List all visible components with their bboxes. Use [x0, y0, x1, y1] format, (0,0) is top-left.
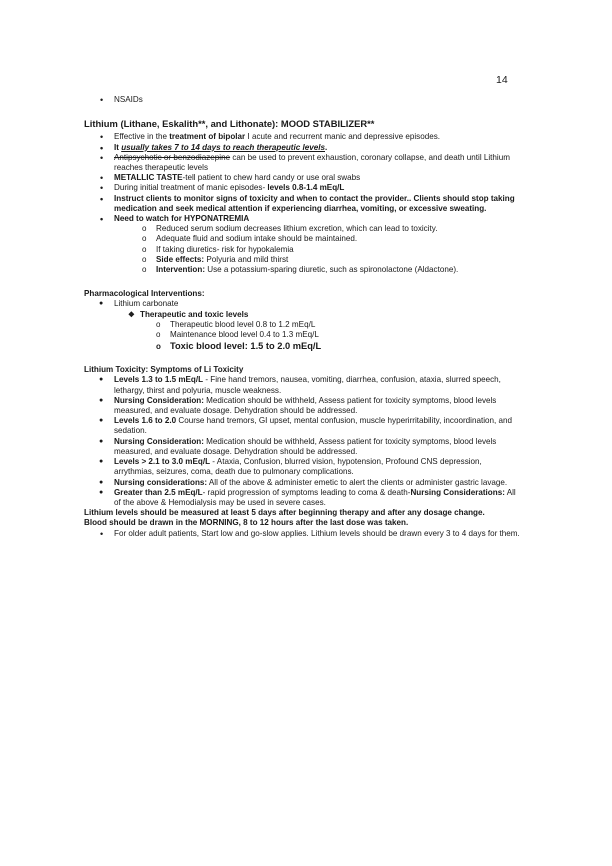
text: - Ataxia, Confusion, blurred vision, hypotension, Profound CNS depression, arrythmias, seizures, coma, death due to pulmonary complications.	[114, 457, 482, 477]
sub-list-item: o Therapeutic blood level 0.8 to 1.2 mEq/L	[84, 320, 524, 330]
hyponatremia-sublist	[84, 224, 524, 275]
text: can be used to prevent exhaustion, coronary collapse, and death until Lithium reaches therapeutic levels	[114, 152, 510, 173]
closing-line-1: Lithium levels should be measured at least 5 days after beginning therapy and after any dosage change.	[84, 508, 485, 518]
text: Polyuria and mild thirst	[204, 254, 289, 264]
list-item	[84, 396, 524, 416]
underlined-text: usually takes 7 to 14 days to reach therapeutic levels	[121, 142, 325, 152]
text: All of the above & administer emetic to alert the clients or administer gastric lavage.	[207, 477, 508, 487]
text: Use a potassium-sparing diuretic, such as spironolactone (Aldactone).	[205, 265, 459, 275]
list-item	[84, 478, 524, 488]
bold-text: Levels > 2.1 to 3.0 mEq/L	[114, 457, 211, 467]
levels-subhead: ❖ Therapeutic and toxic levels	[84, 310, 524, 320]
bold-text: levels 0.8-1.4 mEq/L	[267, 183, 345, 193]
list-item	[84, 457, 524, 477]
list-item: • Need to watch for HYPONATREMIA	[84, 214, 524, 224]
list-item	[84, 132, 524, 142]
toxicity-title: Lithium Toxicity: Symptoms of Li Toxicity	[84, 365, 244, 375]
list-item: • NSAIDs	[84, 95, 524, 105]
sub-list-item: o Reduced serum sodium decreases lithium excretion, which can lead to toxicity.	[84, 224, 524, 234]
bold-text: Nursing Considerations:	[410, 487, 505, 497]
page-number: 14	[496, 74, 508, 86]
text: It	[114, 142, 122, 152]
bold-text: Intervention:	[156, 265, 206, 275]
bold-text: Side effects:	[156, 254, 205, 264]
text: All of the above & Hemodialysis may be used in severe cases.	[114, 487, 516, 507]
list-item	[84, 375, 524, 395]
list-item	[84, 173, 524, 183]
sub-list-item: o Toxic blood level: 1.5 to 2.0 mEq/L	[84, 340, 524, 353]
text: .	[325, 142, 328, 152]
bold-text: Levels 1.3 to 1.5 mEq/L	[114, 375, 204, 385]
bold-text: METALLIC TASTE	[114, 173, 183, 183]
lithium-heading: Lithium (Lithane, Eskalith**, and Lithonate): MOOD STABILIZER**	[84, 118, 375, 130]
list-item	[84, 183, 524, 193]
list-item: • Instruct clients to monitor signs of toxicity and when to contact the provider.. Clients should stop taking medication and seek medical attention if experiencing diarrhea, vomiting, or excessive sweating.	[84, 194, 524, 214]
list-item	[84, 153, 524, 173]
text: During initial treatment of manic episodes-	[114, 183, 268, 193]
list-item	[84, 416, 524, 436]
text: - rapid progression of symptoms leading to coma & death-	[202, 487, 411, 497]
list-item	[84, 488, 524, 508]
text: -tell patient to chew hard candy or use oral swabs	[182, 173, 361, 183]
pharm-title: Pharmacological Interventions:	[84, 289, 205, 299]
bold-text: Nursing considerations:	[114, 477, 208, 487]
sub-list-item: o If taking diuretics- risk for hypokalemia	[84, 245, 524, 255]
bold-text: treatment of bipolar	[169, 132, 246, 142]
closing-list	[84, 529, 524, 539]
pharm-list	[84, 299, 524, 309]
sub-list-item	[84, 255, 524, 265]
toxicity-list	[84, 375, 524, 508]
bold-text: Nursing Consideration:	[114, 395, 204, 405]
document-body	[84, 95, 524, 539]
text: Course hand tremors, GI upset, mental confusion, muscle hyperirritability, incoordination, and sedation.	[114, 416, 512, 436]
text: Medication should be withheld, Assess patient for toxicity symptoms, blood levels measured, and evaluate dosage. Dehydration should be addressed.	[114, 395, 497, 416]
text: I acute and recurrent manic and depressive episodes.	[245, 132, 441, 142]
strikethrough-text: Antipsychotic or benzodiazepine	[114, 152, 231, 162]
list-item: • For older adult patients, Start low and go-slow applies. Lithium levels should be drawn every 3 to 4 days for them.	[84, 529, 524, 539]
bold-text: Nursing Consideration:	[114, 436, 204, 446]
bold-text: Levels 1.6 to 2.0	[114, 416, 177, 426]
closing-line-2: Blood should be drawn in the MORNING, 8 to 12 hours after the last dose was taken.	[84, 518, 409, 528]
list-item	[84, 143, 524, 153]
levels-list	[84, 320, 524, 353]
list-item	[84, 437, 524, 457]
text: Effective in the	[114, 132, 170, 142]
lithium-list	[84, 132, 524, 224]
bold-text: Greater than 2.5 mEq/L	[114, 487, 203, 497]
sub-list-item: o Maintenance blood level 0.4 to 1.3 mEq/L	[84, 330, 524, 340]
text: Medication should be withheld, Assess patient for toxicity symptoms, blood levels measured, and evaluate dosage. Dehydration should be addressed.	[114, 436, 497, 456]
list-item: ● Lithium carbonate	[84, 299, 524, 309]
text: - Fine hand tremors, nausea, vomiting, diarrhea, confusion, ataxia, slurred speech, lethargy, thirst and polyuria, muscle weakness.	[114, 375, 501, 395]
sub-list-item	[84, 265, 524, 275]
top-list	[84, 95, 524, 105]
sub-list-item: o Adequate fluid and sodium intake should be maintained.	[84, 234, 524, 244]
